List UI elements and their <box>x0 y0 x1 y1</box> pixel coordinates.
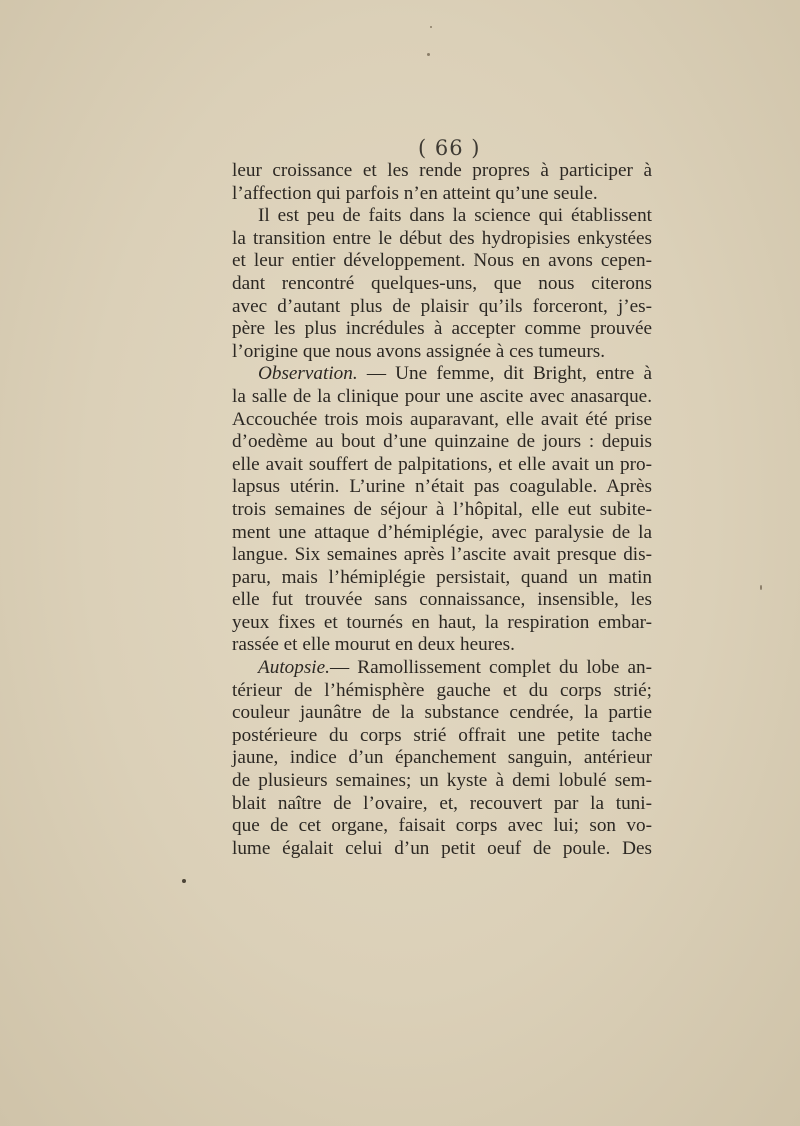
paragraph <box>232 657 652 860</box>
section-heading: Autopsie. <box>258 657 330 679</box>
text-line: langue. Six semaines après l’ascite avait presque dis- <box>232 544 652 566</box>
paper-speck <box>182 879 186 883</box>
body-text <box>232 160 652 860</box>
text-line <box>232 657 652 680</box>
text-line: lume égalait celui d’un petit oeuf de poule. Des <box>232 837 652 859</box>
text-line: l’affection qui parfois n’en atteint qu’une seule. <box>232 182 598 204</box>
text-line: et leur entier développement. Nous en avons cepen- <box>232 250 652 272</box>
text-line: rassée et elle mourut en deux heures. <box>232 634 515 656</box>
text-line: elle fut trouvée sans connaissance, insensible, les <box>232 589 652 611</box>
text-line: père les plus incrédules à accepter comme prouvée <box>232 318 652 340</box>
text-line: jaune, indice d’un épanchement sanguin, antérieur <box>232 747 652 769</box>
text-line: leur croissance et les rende propres à participer à <box>232 160 652 181</box>
paper-speck <box>427 53 430 56</box>
text-line <box>232 363 652 386</box>
text-line: paru, mais l’hémiplégie persistait, quand un matin <box>232 566 652 588</box>
text-line: trois semaines de séjour à l’hôpital, elle eut subite- <box>232 498 652 520</box>
text-line: la transition entre le début des hydropisies enkystées <box>232 227 652 249</box>
text-segment: — Une femme, dit Bright, entre à <box>357 363 652 385</box>
text-line: ment une attaque d’hémiplégie, avec paralysie de la <box>232 521 652 543</box>
text-line: d’oedème au bout d’une quinzaine de jours : depuis <box>232 431 652 453</box>
text-line: lapsus utérin. L’urine n’était pas coagulable. Après <box>232 476 652 498</box>
paragraph <box>232 205 652 363</box>
paper-speck <box>760 585 762 590</box>
text-line: l’origine que nous avons assignée à ces tumeurs. <box>232 340 605 362</box>
paragraph <box>232 363 652 657</box>
text-line: blait naître de l’ovaire, et, recouvert par la tuni- <box>232 792 652 814</box>
text-line: yeux fixes et tournés en haut, la respiration embar- <box>232 611 652 633</box>
text-line: Accouchée trois mois auparavant, elle avait été prise <box>232 408 652 430</box>
paragraph <box>232 160 652 205</box>
text-line: dant rencontré quelques-uns, que nous citerons <box>232 272 652 294</box>
text-line: postérieure du corps strié offrait une petite tache <box>232 724 652 746</box>
text-line: couleur jaunâtre de la substance cendrée, la partie <box>232 702 652 724</box>
text-line: avec d’autant plus de plaisir qu’ils forceront, j’es- <box>232 295 652 317</box>
text-segment: — Ramollissement complet du lobe an- <box>329 657 652 679</box>
text-line: elle avait souffert de palpitations, et elle avait un pro- <box>232 453 652 475</box>
text-line: la salle de la clinique pour une ascite avec anasarque. <box>232 385 652 407</box>
text-line: que de cet organe, faisait corps avec lui; son vo- <box>232 815 652 837</box>
text-line: de plusieurs semaines; un kyste à demi lobulé sem- <box>232 770 652 792</box>
page-number: ( 66 ) <box>418 136 481 160</box>
text-line: Il est peu de faits dans la science qui établissent <box>258 205 652 227</box>
text-line: térieur de l’hémisphère gauche et du corps strié; <box>232 679 652 701</box>
section-heading: Observation. <box>258 363 358 385</box>
paper-speck <box>430 26 432 28</box>
